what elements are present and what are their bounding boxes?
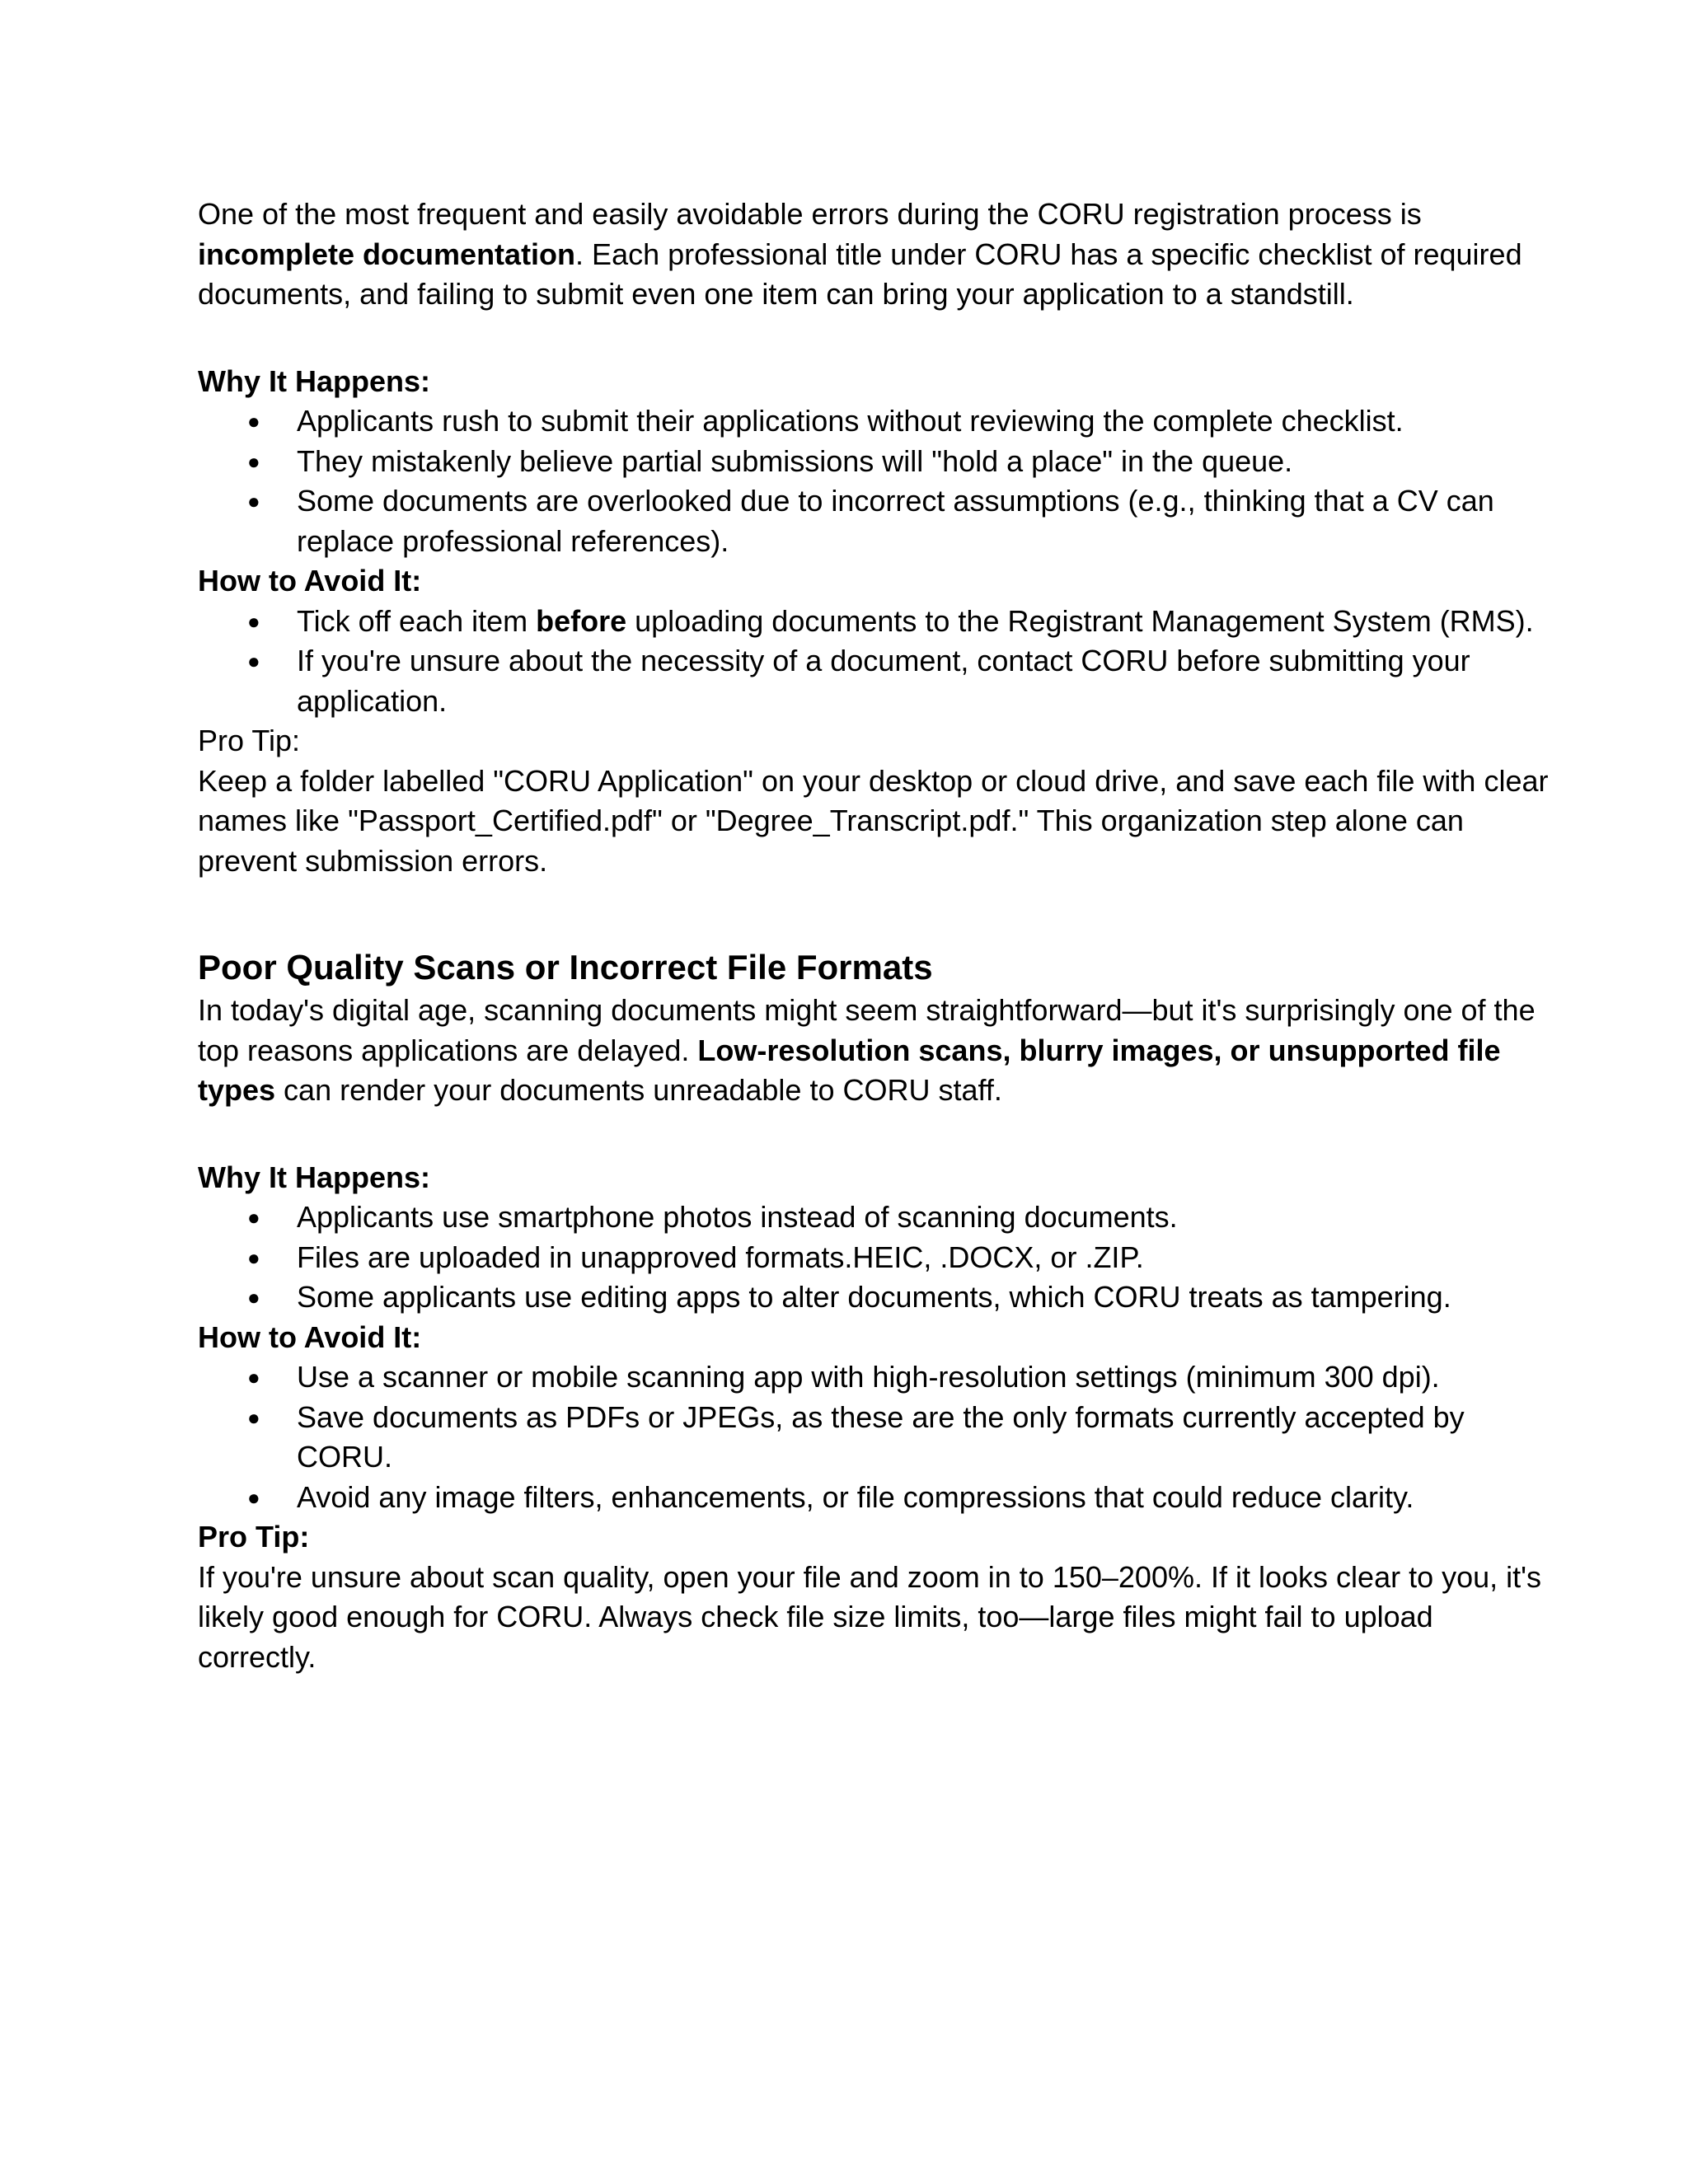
document-page <box>198 194 1550 1677</box>
section1-how-heading: How to Avoid It: <box>198 564 422 598</box>
section2-intro-text: In today's digital age, scanning documents might seem straightforward—but it's surprisingly one of the top reasons applications are delayed. <box>198 993 1536 1067</box>
section1-intro-paragraph <box>198 194 1550 315</box>
list-item-bold: before <box>536 603 627 638</box>
section2-pro-tip-heading: Pro Tip: <box>198 1520 310 1554</box>
section1-intro-bold: incomplete documentation <box>198 237 576 271</box>
bullet-icon: ● <box>247 1205 260 1230</box>
bullet-icon: ● <box>247 1484 260 1510</box>
list-item <box>198 1478 1550 1518</box>
list-item <box>198 442 1550 482</box>
list-item-text: Tick off each item <box>297 603 537 638</box>
list-item-text: Use a scanner or mobile scanning app with high-resolution settings (minimum 300 dpi). <box>297 1360 1440 1394</box>
list-item-text: Avoid any image filters, enhancements, or file compressions that could reduce clarity. <box>297 1479 1414 1514</box>
list-item <box>198 602 1550 642</box>
section1-how-list <box>198 602 1550 722</box>
list-item <box>198 481 1550 561</box>
section1-why-list <box>198 401 1550 561</box>
bullet-icon: ● <box>247 409 260 434</box>
section2-intro-bold: Low-resolution scans, blurry images, or unsupported file types <box>198 1033 1501 1107</box>
list-item-text: They mistakenly believe partial submissions will "hold a place" in the queue. <box>297 443 1293 478</box>
list-item-text: Some applicants use editing apps to alter documents, which CORU treats as tampering. <box>297 1280 1451 1314</box>
list-item-text: If you're unsure about the necessity of a document, contact CORU before submitting your application. <box>297 644 1470 718</box>
bullet-icon: ● <box>247 1244 260 1270</box>
list-item <box>198 401 1550 442</box>
list-item-text-after: uploading documents to the Registrant Management System (RMS). <box>626 603 1534 638</box>
bullet-icon: ● <box>247 1285 260 1310</box>
section1-intro-text: One of the most frequent and easily avoidable errors during the CORU registration process is <box>198 197 1422 231</box>
bullet-icon: ● <box>247 489 260 513</box>
list-item <box>198 1238 1550 1278</box>
section2-how-heading: How to Avoid It: <box>198 1319 422 1354</box>
list-item <box>198 1197 1550 1238</box>
list-item-text: Files are uploaded in unapproved formats.HEIC, .DOCX, or .ZIP. <box>297 1240 1144 1274</box>
section2-why-heading: Why It Happens: <box>198 1160 431 1194</box>
list-item <box>198 641 1550 721</box>
bullet-icon: ● <box>247 1365 260 1390</box>
list-item-text: Applicants rush to submit their applications without reviewing the complete checklist. <box>297 404 1404 438</box>
list-item <box>198 1277 1550 1318</box>
section2-why-list <box>198 1197 1550 1318</box>
section1-why-heading: Why It Happens: <box>198 363 431 398</box>
section1-pro-tip-heading: Pro Tip: <box>198 724 301 757</box>
section1-intro-text-after: . Each professional title under CORU has a specific checklist of required documents, and failing to submit even one item can bring your application to a standstill. <box>198 237 1522 311</box>
section2-title: Poor Quality Scans or Incorrect File Formats <box>198 948 933 987</box>
section1-pro-tip-text: Keep a folder labelled "CORU Application" on your desktop or cloud drive, and save each file with clear names like "Passport_Certified.pdf" or "Degree_Transcript.pdf." This organization step alone can prevent submission errors. <box>198 763 1549 878</box>
bullet-icon: ● <box>247 1404 260 1430</box>
list-item-text: Some documents are overlooked due to incorrect assumptions (e.g., thinking that a CV can replace professional references). <box>297 484 1494 558</box>
list-item-text: Applicants use smartphone photos instead of scanning documents. <box>297 1200 1178 1234</box>
list-item-text: Save documents as PDFs or JPEGs, as these are the only formats currently accepted by CORU. <box>297 1399 1465 1474</box>
bullet-icon: ● <box>247 649 260 673</box>
section2-pro-tip-text: If you're unsure about scan quality, open your file and zoom in to 150–200%. If it looks clear to you, it's likely good enough for CORU. Always check file size limits, too—large files might fail to upload correctly. <box>198 1559 1542 1674</box>
section2-intro-text-after: can render your documents unreadable to CORU staff. <box>275 1073 1002 1107</box>
list-item <box>198 1398 1550 1478</box>
bullet-icon: ● <box>247 608 260 634</box>
bullet-icon: ● <box>247 448 260 474</box>
section2-intro-paragraph <box>198 991 1550 1111</box>
list-item <box>198 1357 1550 1398</box>
section2-how-list <box>198 1357 1550 1517</box>
